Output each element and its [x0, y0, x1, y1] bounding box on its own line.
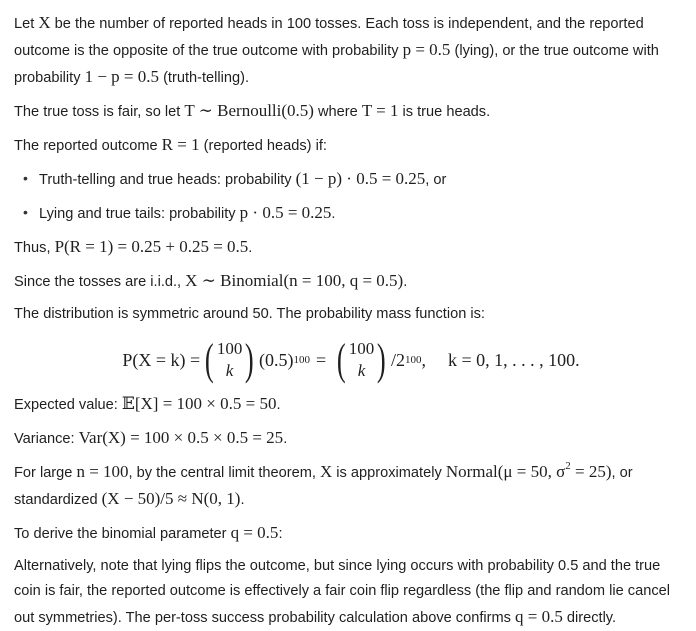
text: Variance:	[14, 431, 79, 447]
math-inline: q = 0.5	[514, 607, 563, 626]
math-inline: Var(X) = 100 × 0.5 × 0.5 = 25	[78, 428, 284, 447]
math-inline: q = 0.5	[230, 523, 279, 542]
text: be the number of reported heads in 100 tosses. Each toss is independent, and the reported outcome is the opposite of the true outcome with probability	[14, 16, 644, 59]
text: .	[248, 240, 253, 256]
text: Expected value:	[14, 397, 122, 413]
text: .	[240, 492, 245, 508]
math-inline: P(R = 1) = 0.25 + 0.25 = 0.5	[54, 237, 249, 256]
text: .	[403, 274, 408, 290]
math-inline	[446, 462, 612, 481]
text: where	[313, 104, 362, 120]
variance-paragraph	[14, 425, 688, 452]
list-item	[23, 200, 688, 227]
bullet-icon: •	[23, 204, 28, 220]
iid-paragraph	[14, 268, 688, 295]
text: .	[331, 206, 336, 222]
intro-paragraph	[14, 10, 688, 91]
text: (lying), or the true outcome with probability	[14, 43, 659, 86]
math-inline: (X − 50)/5 ≈ N(0, 1)	[101, 489, 241, 508]
math-inline: p · 0.5 = 0.25	[239, 203, 332, 222]
math-inline: (1 − p) · 0.5 = 0.25	[295, 169, 426, 188]
text: , or standardized	[14, 465, 633, 508]
bullet-icon: •	[23, 170, 28, 186]
text: is true heads.	[398, 104, 491, 120]
left-paren: (	[205, 335, 214, 384]
text: Lying and true tails: probability	[39, 206, 240, 222]
expected-value-paragraph	[14, 391, 688, 418]
text: To derive the binomial parameter	[14, 526, 231, 542]
text: Let	[14, 16, 39, 32]
text: :	[278, 526, 283, 542]
right-paren: )	[377, 335, 387, 384]
math-inline: T = 1	[361, 101, 399, 120]
math-inline: p = 0.5	[402, 40, 451, 59]
text: Truth-telling and true heads: probability	[39, 172, 296, 188]
list-item	[23, 166, 688, 193]
text: directly.	[562, 610, 617, 626]
pmf-comma: ,	[421, 349, 426, 370]
text: , by the central limit theorem,	[128, 465, 320, 481]
binom-bottom: k	[357, 361, 366, 380]
text: Since the tosses are i.i.d.,	[14, 274, 186, 290]
text: , or	[425, 172, 447, 188]
pmf-range: k = 0, 1, . . . , 100.	[447, 349, 580, 370]
math-inline: R = 1	[161, 135, 200, 154]
math-inline: T ∼ Bernoulli(0.5)	[184, 101, 314, 120]
binomial-stack	[349, 338, 375, 382]
right-paren: )	[245, 335, 255, 384]
math-inline: 𝔼[X] = 100 × 0.5 = 50	[121, 394, 277, 413]
pmf-factor: (0.5)	[258, 349, 294, 370]
math-inline: n = 100	[76, 462, 129, 481]
math-exponent: 2	[565, 460, 571, 472]
text: Thus,	[14, 240, 55, 256]
binom-top: 100	[348, 339, 375, 358]
math-inline: X ∼ Binomial(n = 100, q = 0.5)	[185, 271, 404, 290]
pmf-divisor: /2	[390, 349, 405, 370]
binomial-coefficient	[334, 335, 389, 384]
derive-paragraph	[14, 520, 688, 547]
binom-bottom: k	[225, 361, 234, 380]
math-part: Normal(μ = 50, σ	[445, 462, 566, 481]
text: is approximately	[332, 465, 446, 481]
text: Alternatively, note that lying flips the outcome, but since lying occurs with probability 0.5 and the true coin is fair, the reported outcome is effectively a fair coin flip regardless (the flip and random lie cancel out symmetries). The per-toss success probability calculation above confirms	[14, 558, 670, 626]
text: .	[276, 397, 281, 413]
pmf-equation: P(X = k) = ( 100 k ) (0.5) 100 = ( 100 k ) /2 100 , k = 0, 1, . . . , 100.	[122, 335, 580, 384]
math-inline: 1 − p = 0.5	[84, 67, 160, 86]
math-inline: X	[38, 13, 51, 32]
binomial-stack	[217, 338, 243, 382]
text: The distribution is symmetric around 50. The probability mass function is:	[14, 306, 485, 322]
math-inline: X	[319, 462, 333, 481]
text: .	[283, 431, 288, 447]
distribution-paragraph	[14, 302, 688, 327]
text: (reported heads) if:	[199, 138, 327, 154]
binom-top: 100	[216, 339, 243, 358]
text: (truth-telling).	[159, 70, 250, 86]
clt-paragraph	[14, 459, 688, 513]
thus-paragraph	[14, 234, 688, 261]
true-toss-paragraph	[14, 98, 688, 125]
text: The reported outcome	[14, 138, 162, 154]
pmf-lhs: P(X = k) =	[122, 349, 201, 370]
text: For large	[14, 465, 77, 481]
alternative-paragraph	[14, 554, 688, 631]
binomial-coefficient	[202, 335, 257, 384]
reported-outcome-paragraph	[14, 132, 688, 159]
math-part: = 25)	[570, 462, 612, 481]
text: The true toss is fair, so let	[14, 104, 185, 120]
left-paren: (	[337, 335, 346, 384]
pmf-equals: =	[315, 349, 327, 370]
cases-list	[14, 166, 688, 227]
